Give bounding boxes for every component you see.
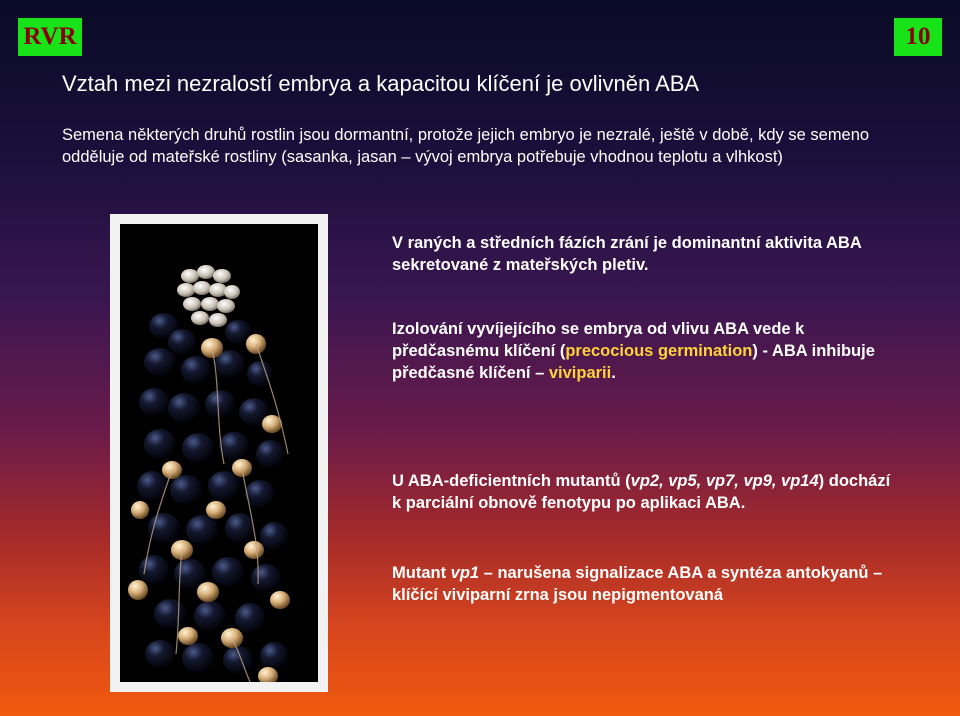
paragraph-aba-maturation: V raných a středních fázích zrání je dominantní aktivita ABA sekretované z mateřských pletiv.: [392, 234, 862, 274]
dark-kernels: [137, 313, 288, 674]
p3-text-a: U ABA-deficientních mutantů (: [392, 472, 631, 490]
term-precocious-germination: precocious germination: [565, 342, 753, 360]
paragraph-isolation: [392, 318, 892, 384]
p4-text-a: Mutant: [392, 564, 451, 582]
paragraph-vp1-mutant: [392, 562, 892, 606]
paragraph-aba-deficient: [392, 470, 892, 514]
p2-text-c: .: [611, 364, 616, 382]
slide-title: Vztah mezi nezralostí embrya a kapacitou klíčení je ovlivněn ABA: [62, 71, 700, 96]
term-viviparii: viviparii: [548, 364, 612, 382]
intro-text: Semena některých druhů rostlin jsou dormantní, protože jejich embryo je nezralé, ještě v době, kdy se semeno odděluje od mateřské rostliny (sasanka, jasan – vývoj embrya potřebuje vhodnou teplotu a vlhkost): [62, 126, 870, 166]
tip-kernels: [177, 265, 240, 327]
mutant-list: vp2, vp5, vp7, vp9, vp14: [630, 472, 819, 490]
corn-cob-illustration: [120, 224, 318, 682]
p4-text-b: – narušena signalizace ABA a syntéza antokyanů – klíčící viviparní zrna jsou nepigmentovaná: [392, 564, 883, 604]
corn-cob-photo: [110, 214, 328, 692]
p3-text-b: ) dochází k parciální obnově fenotypu po aplikaci ABA.: [392, 472, 891, 512]
p2-text-a: Izolování vyvíjejícího se embrya od vlivu ABA vede k předčasnému klíčení (: [392, 320, 805, 360]
p2-text-b: ) - ABA inhibuje předčasné klíčení –: [392, 342, 875, 382]
slide-number: 10: [894, 18, 942, 56]
corn-cob-image: [120, 224, 318, 682]
badge-rvr: RVR: [18, 18, 82, 56]
mutant-vp1: vp1: [450, 564, 480, 582]
